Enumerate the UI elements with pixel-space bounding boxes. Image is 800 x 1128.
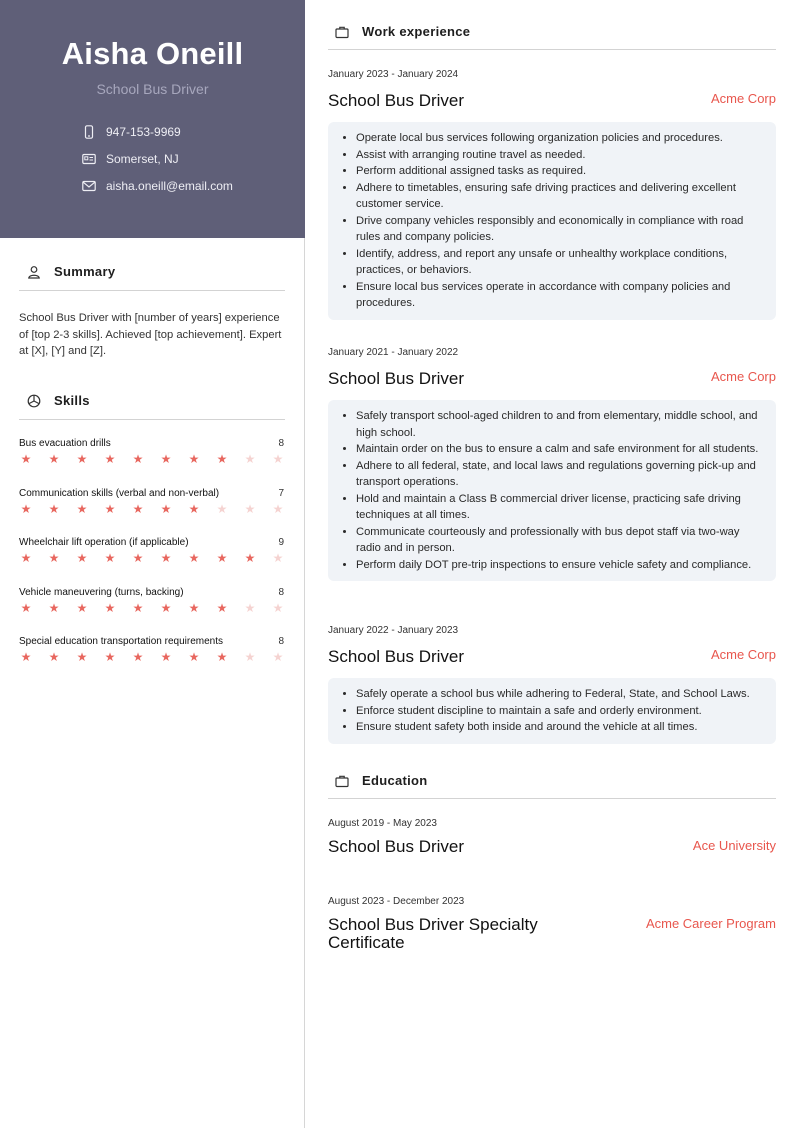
star-filled-icon: ★ — [48, 452, 60, 466]
work-heading-text: Work experience — [362, 24, 471, 39]
job-bullet: • Drive company vehicles responsibly and economically in compliance with road rules and company policies. — [356, 213, 764, 246]
star-empty-icon: ★ — [216, 501, 228, 516]
skills-heading — [27, 393, 90, 408]
skill-row — [19, 636, 285, 676]
star-filled-icon: ★ — [132, 551, 144, 565]
star-filled-icon: ★ — [76, 650, 88, 664]
star-filled-icon: ★ — [104, 452, 116, 466]
star-filled-icon: ★ — [216, 452, 228, 466]
skill-stars — [19, 601, 285, 615]
education-org: Ace University — [692, 838, 776, 853]
person-icon — [27, 265, 41, 279]
skill-row — [19, 438, 285, 478]
job-bullet: • Ensure student safety both inside and around the vehicle at all times. — [356, 719, 764, 736]
job-bullet: • Ensure local bus services operate in accordance with company policies and procedures. — [356, 279, 764, 312]
skill-rating-value: 8 — [278, 438, 284, 449]
star-empty-icon: ★ — [244, 452, 256, 466]
job-title: School Bus Driver — [328, 647, 465, 666]
star-empty-icon: ★ — [272, 452, 284, 466]
contact-email — [82, 177, 233, 195]
job-date: January 2023 - January 2024 — [328, 69, 459, 80]
job-bullet: • Hold and maintain a Class B commercial driver license, practicing safe driving techniques at all times. — [356, 491, 764, 524]
star-filled-icon: ★ — [132, 600, 144, 615]
briefcase-icon — [335, 774, 349, 788]
star-filled-icon: ★ — [188, 551, 200, 565]
job-bullet: • Communicate courteously and professionally with bus depot staff via two-way radio and in person. — [356, 524, 764, 557]
job-date: January 2022 - January 2023 — [328, 625, 459, 636]
profile-header — [0, 0, 305, 238]
star-filled-icon: ★ — [104, 501, 116, 516]
job-bullet: • Perform daily DOT pre-trip inspections to ensure vehicle safety and compliance. — [356, 557, 764, 574]
skill-stars — [19, 502, 285, 516]
star-filled-icon: ★ — [76, 551, 88, 565]
star-empty-icon: ★ — [244, 600, 256, 615]
star-filled-icon: ★ — [20, 650, 32, 664]
job-date: January 2021 - January 2022 — [328, 347, 459, 358]
star-filled-icon: ★ — [48, 650, 60, 664]
skill-stars — [19, 452, 285, 466]
skills-heading-text: Skills — [54, 393, 90, 408]
education-org: Acme Career Program — [645, 916, 776, 931]
star-filled-icon: ★ — [132, 452, 144, 466]
education-entry — [328, 896, 776, 956]
star-filled-icon: ★ — [160, 452, 172, 466]
education-title: School Bus Driver — [328, 837, 465, 856]
skill-rating-value: 8 — [278, 636, 284, 647]
job-bullet: • Safely transport school-aged children to and from elementary, middle school, and high school. — [356, 408, 764, 441]
star-filled-icon: ★ — [76, 600, 88, 615]
email-text: aisha.oneill@email.com — [106, 179, 233, 193]
star-filled-icon: ★ — [160, 600, 172, 615]
job-bullet: • Perform additional assigned tasks as required. — [356, 163, 764, 180]
contact-phone — [82, 123, 181, 141]
skill-row — [19, 587, 285, 627]
star-filled-icon: ★ — [188, 452, 200, 466]
star-filled-icon: ★ — [216, 650, 228, 664]
job-entry — [328, 69, 776, 320]
work-heading — [335, 24, 470, 39]
job-bullets — [328, 678, 776, 744]
star-filled-icon: ★ — [244, 551, 256, 565]
star-filled-icon: ★ — [20, 600, 32, 615]
star-filled-icon: ★ — [104, 650, 116, 664]
job-title: School Bus Driver — [328, 91, 465, 110]
skill-rating-value: 9 — [278, 537, 284, 548]
skill-name: Special education transportation requirements — [19, 636, 224, 647]
job-bullet: • Maintain order on the bus to ensure a calm and safe environment for all students. — [356, 441, 764, 458]
summary-heading — [27, 264, 115, 279]
star-filled-icon: ★ — [20, 452, 32, 466]
star-filled-icon: ★ — [48, 551, 60, 565]
job-bullet: • Assist with arranging routine travel as needed. — [356, 147, 764, 164]
job-bullet: • Enforce student discipline to maintain a safe and orderly environment. — [356, 703, 764, 720]
star-filled-icon: ★ — [76, 501, 88, 516]
work-rule — [328, 49, 776, 50]
star-filled-icon: ★ — [76, 452, 88, 466]
phone-icon — [82, 125, 96, 139]
star-empty-icon: ★ — [272, 650, 284, 664]
job-company: Acme Corp — [710, 647, 776, 662]
star-filled-icon: ★ — [132, 501, 144, 516]
skill-stars — [19, 551, 285, 565]
job-entry — [328, 347, 776, 581]
contact-location — [82, 150, 179, 168]
education-title: School Bus Driver Specialty Certificate — [328, 915, 538, 952]
skill-name: Bus evacuation drills — [19, 438, 111, 449]
star-empty-icon: ★ — [272, 600, 284, 615]
skill-name: Wheelchair lift operation (if applicable) — [19, 537, 189, 548]
star-filled-icon: ★ — [48, 600, 60, 615]
star-filled-icon: ★ — [132, 650, 144, 664]
skill-rating-value: 7 — [278, 487, 284, 499]
star-filled-icon: ★ — [188, 600, 200, 615]
candidate-title: School Bus Driver — [96, 81, 209, 97]
skills-rule — [19, 419, 285, 420]
phone-text: 947-153-9969 — [106, 125, 181, 139]
job-title: School Bus Driver — [328, 369, 465, 388]
star-filled-icon: ★ — [188, 650, 200, 664]
summary-heading-text: Summary — [54, 264, 116, 279]
job-bullet: • Identify, address, and report any unsafe or unhealthy workplace conditions, practices, or behaviors. — [356, 246, 764, 279]
star-empty-icon: ★ — [272, 551, 284, 565]
skill-rating-value: 8 — [278, 586, 284, 598]
location-card-icon — [82, 152, 96, 166]
education-rule — [328, 798, 776, 799]
star-filled-icon: ★ — [160, 551, 172, 565]
star-filled-icon: ★ — [216, 551, 228, 565]
education-heading-text: Education — [362, 773, 428, 788]
star-filled-icon: ★ — [20, 551, 32, 565]
skill-name: Communication skills (verbal and non-verbal) — [19, 487, 220, 499]
skill-row — [19, 488, 285, 528]
star-filled-icon: ★ — [188, 501, 200, 516]
star-filled-icon: ★ — [160, 650, 172, 664]
location-text: Somerset, NJ — [106, 152, 179, 166]
job-bullet: • Safely operate a school bus while adhering to Federal, State, and School Laws. — [356, 686, 764, 703]
summary-rule — [19, 290, 285, 291]
skill-name: Vehicle maneuvering (turns, backing) — [19, 586, 184, 598]
job-bullets — [328, 400, 776, 581]
mail-icon — [82, 179, 96, 193]
job-bullet: • Adhere to timetables, ensuring safe driving practices and delivering excellent customer service. — [356, 180, 764, 213]
education-date: August 2019 - May 2023 — [328, 818, 437, 829]
job-entry — [328, 625, 776, 744]
job-company: Acme Corp — [710, 369, 776, 384]
education-date: August 2023 - December 2023 — [328, 896, 465, 907]
star-filled-icon: ★ — [216, 600, 228, 615]
job-bullets — [328, 122, 776, 320]
job-bullet: • Operate local bus services following organization policies and procedures. — [356, 130, 764, 147]
briefcase-icon — [335, 25, 349, 39]
job-company: Acme Corp — [710, 91, 776, 106]
education-heading — [335, 773, 428, 788]
star-empty-icon: ★ — [244, 650, 256, 664]
star-filled-icon: ★ — [20, 501, 32, 516]
skill-row — [19, 537, 285, 577]
star-filled-icon: ★ — [104, 551, 116, 565]
star-filled-icon: ★ — [104, 600, 116, 615]
star-empty-icon: ★ — [272, 501, 284, 516]
summary-text: School Bus Driver with [number of years] experience of [top 2-3 skills]. Achieved [top achievement]. Expert at [X], [Y] and [Z]. — [19, 312, 282, 357]
star-filled-icon: ★ — [160, 501, 172, 516]
job-bullet: • Adhere to all federal, state, and local laws and regulations governing pick-up and transport operations. — [356, 458, 764, 491]
candidate-name: Aisha Oneill — [61, 36, 244, 71]
star-filled-icon: ★ — [48, 501, 60, 516]
skill-stars — [19, 650, 285, 664]
star-empty-icon: ★ — [244, 501, 256, 516]
education-entry — [328, 818, 776, 878]
pie-chart-icon — [27, 394, 41, 408]
